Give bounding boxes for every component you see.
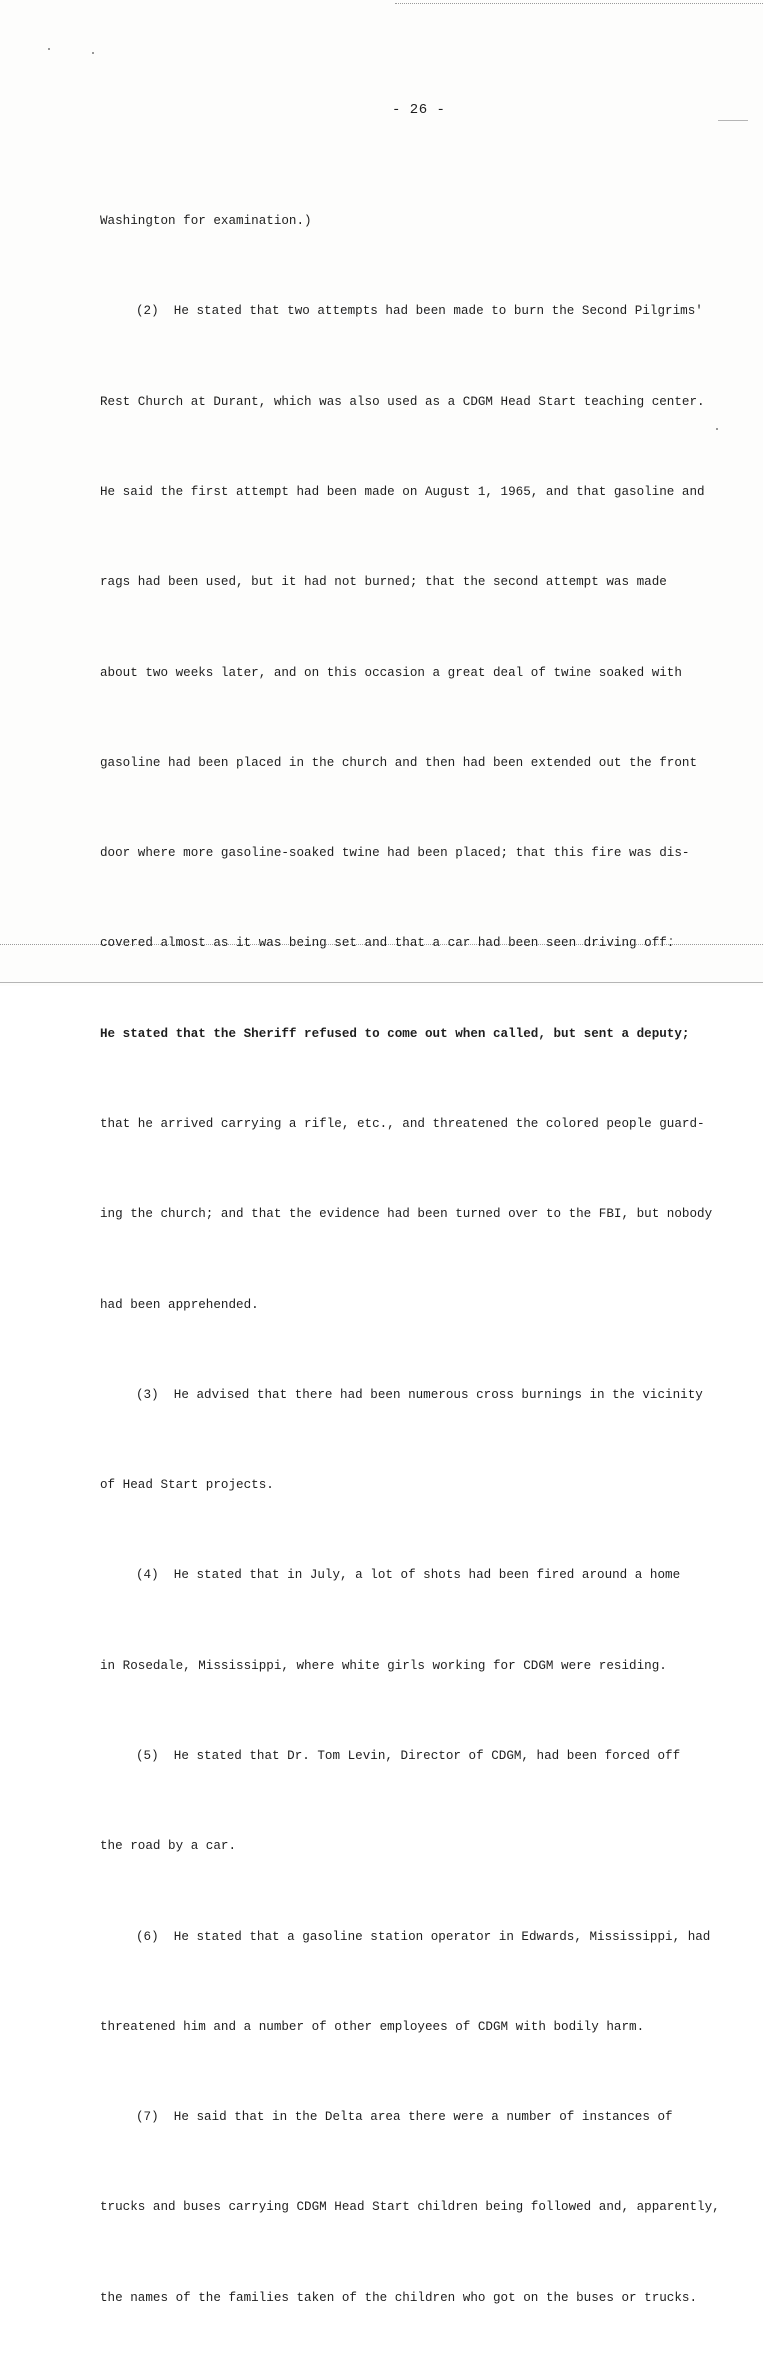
text-line: about two weeks later, and on this occasion a great deal of twine soaked with <box>100 665 682 680</box>
scan-speck <box>92 52 94 54</box>
text-line: Rest Church at Durant, which was also used as a CDGM Head Start teaching center. <box>100 394 705 409</box>
text-line: in Rosedale, Mississippi, where white girls working for CDGM were residing. <box>100 1658 667 1673</box>
text-line: that he arrived carrying a rifle, etc., and threatened the colored people guard- <box>100 1117 705 1131</box>
text-line: covered almost as it was being set and that a car had been seen driving off. <box>100 936 675 951</box>
text-line: of Head Start projects. <box>100 1478 274 1493</box>
text-line: (5) He stated that Dr. Tom Levin, Director of CDGM, had been forced off <box>136 1748 681 1763</box>
text-line: trucks and buses carrying CDGM Head Start children being followed and, apparently, <box>100 2200 720 2215</box>
text-line: (2) He stated that two attempts had been made to burn the Second Pilgrims' <box>136 304 703 319</box>
text-line: door where more gasoline-soaked twine had been placed; that this fire was dis- <box>100 846 690 861</box>
text-line: ing the church; and that the evidence had been turned over to the FBI, but nobody <box>100 1207 713 1222</box>
scan-artifact-right-mark <box>718 120 748 121</box>
text-line: He stated that the Sheriff refused to come out when called, but sent a deputy; <box>100 1026 690 1041</box>
scan-speck <box>48 48 50 50</box>
text-line: rags had been used, but it had not burned; that the second attempt was made <box>100 575 667 590</box>
text-line: the names of the families taken of the children who got on the buses or trucks. <box>100 2290 698 2305</box>
text-line: (4) He stated that in July, a lot of shots had been fired around a home <box>136 1568 681 1583</box>
body-text <box>100 146 720 2373</box>
text-line: threatened him and a number of other employees of CDGM with bodily harm. <box>100 2019 645 2034</box>
text-line: (3) He advised that there had been numerous cross burnings in the vicinity <box>136 1387 703 1402</box>
text-line: gasoline had been placed in the church and then had been extended out the front <box>100 755 698 770</box>
text-line: He said the first attempt had been made on August 1, 1965, and that gasoline and <box>100 485 705 500</box>
text-line: (7) He said that in the Delta area there were a number of instances of <box>136 2110 673 2125</box>
text-line: Washington for examination.) <box>100 214 312 229</box>
text-line: (6) He stated that a gasoline station operator in Edwards, Mississippi, had <box>136 1929 711 1944</box>
page-number: - 26 - <box>392 102 446 118</box>
text-line: the road by a car. <box>100 1839 237 1854</box>
text-line: had been apprehended. <box>100 1297 259 1312</box>
scan-artifact-top <box>395 3 763 4</box>
